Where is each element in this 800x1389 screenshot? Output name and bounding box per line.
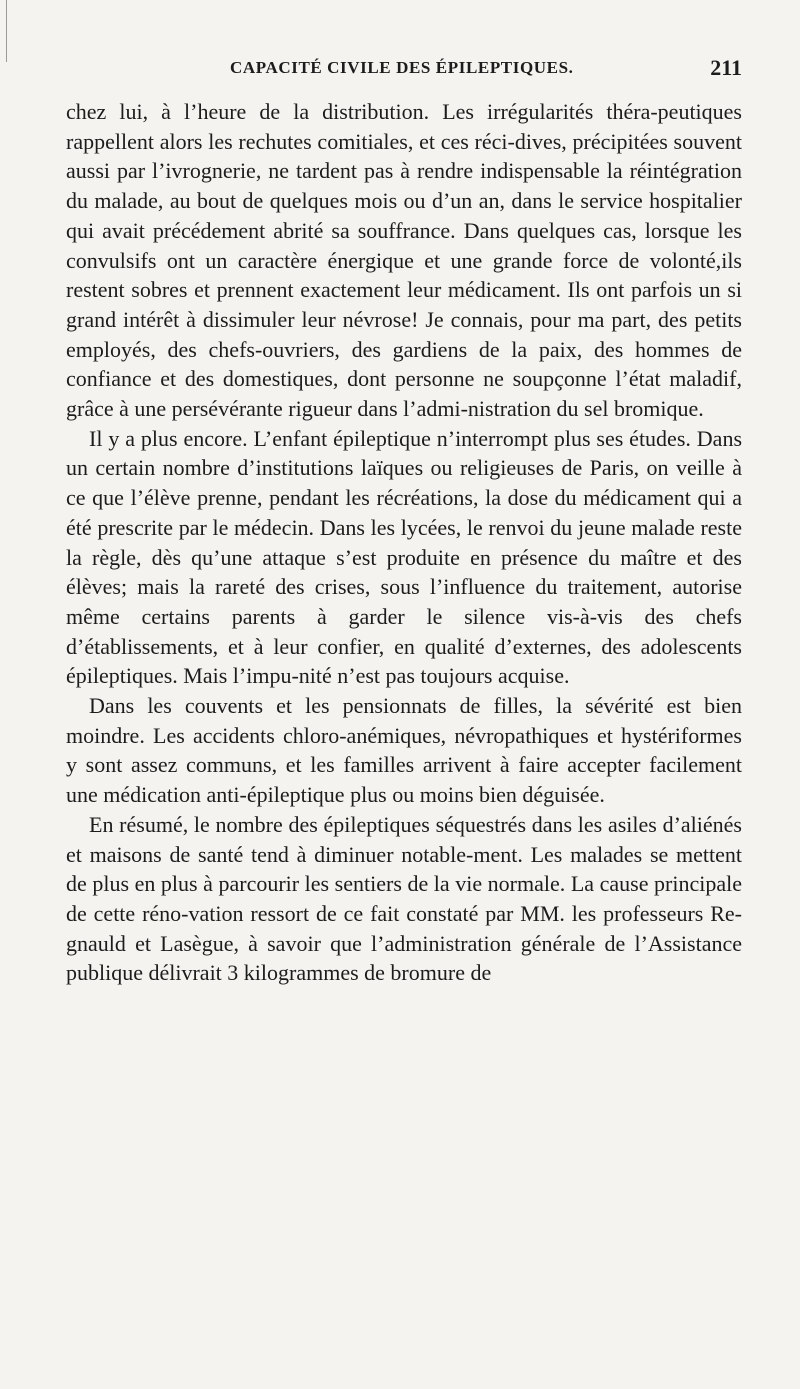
paragraph-1: chez lui, à l’heure de la distribution. Les irrégularités théra-peutiques rappellent alors les rechutes comitiales, et ces réci-dives, précipitées souvent aussi par l’ivrognerie, ne tardent pas à rendre indispensable la réintégration du malade, au bout de quelques mois ou d’un an, dans le service hospitalier qui avait précédement abrité sa souffrance. Dans quelques cas, lorsque les convulsifs ont un caractère énergique et une grande force de volonté,ils restent sobres et prennent exactement leur médicament. Ils ont parfois un si grand intérêt à dissimuler leur névrose! Je connais, pour ma part, des petits employés, des chefs-ouvriers, des gardiens de la paix, des hommes de confiance et des domestiques, dont personne ne soupçonne l’état maladif, grâce à une persévérante rigueur dans l’admi-nistration du sel bromique.: [66, 99, 742, 422]
page-header: [66, 55, 742, 86]
page-edge-line: [6, 0, 7, 62]
running-head: CAPACITÉ CIVILE DES ÉPILEPTIQUES.: [230, 58, 574, 77]
paragraph-2: Il y a plus encore. L’enfant épileptique n’interrompt plus ses études. Dans un certain nombre d’institutions laïques ou religieuses de Paris, on veille à ce que l’élève prenne, pendant les récréations, la dose du médicament qui a été prescrite par le médecin. Dans les lycées, le renvoi du jeune malade reste la règle, dès qu’une attaque s’est produite en présence du maître et des élèves; mais la rareté des crises, sous l’influence du traitement, autorise même certains parents à garder le silence vis-à-vis des chefs d’établissements, et à leur confier, en qualité d’externes, des adolescents épileptiques. Mais l’impu-nité n’est pas toujours acquise.: [66, 425, 742, 689]
body-text: [66, 97, 742, 988]
paragraph-4: En résumé, le nombre des épileptiques séquestrés dans les asiles d’aliénés et maisons de santé tend à diminuer notable-ment. Les malades se mettent de plus en plus à parcourir les sentiers de la vie normale. La cause principale de cette réno-vation ressort de ce fait constaté par MM. les professeurs Re-gnauld et Lasègue, à savoir que l’administration générale de l’Assistance publique délivrait 3 kilogrammes de bromure de: [66, 811, 742, 986]
page-number: 211: [710, 55, 742, 80]
paragraph-3: Dans les couvents et les pensionnats de filles, la sévérité est bien moindre. Les accidents chloro-anémiques, névropathiques et hystériformes y sont assez communs, et les familles arrivent à faire accepter facilement une médication anti-épileptique plus ou moins bien déguisée.: [66, 693, 742, 808]
